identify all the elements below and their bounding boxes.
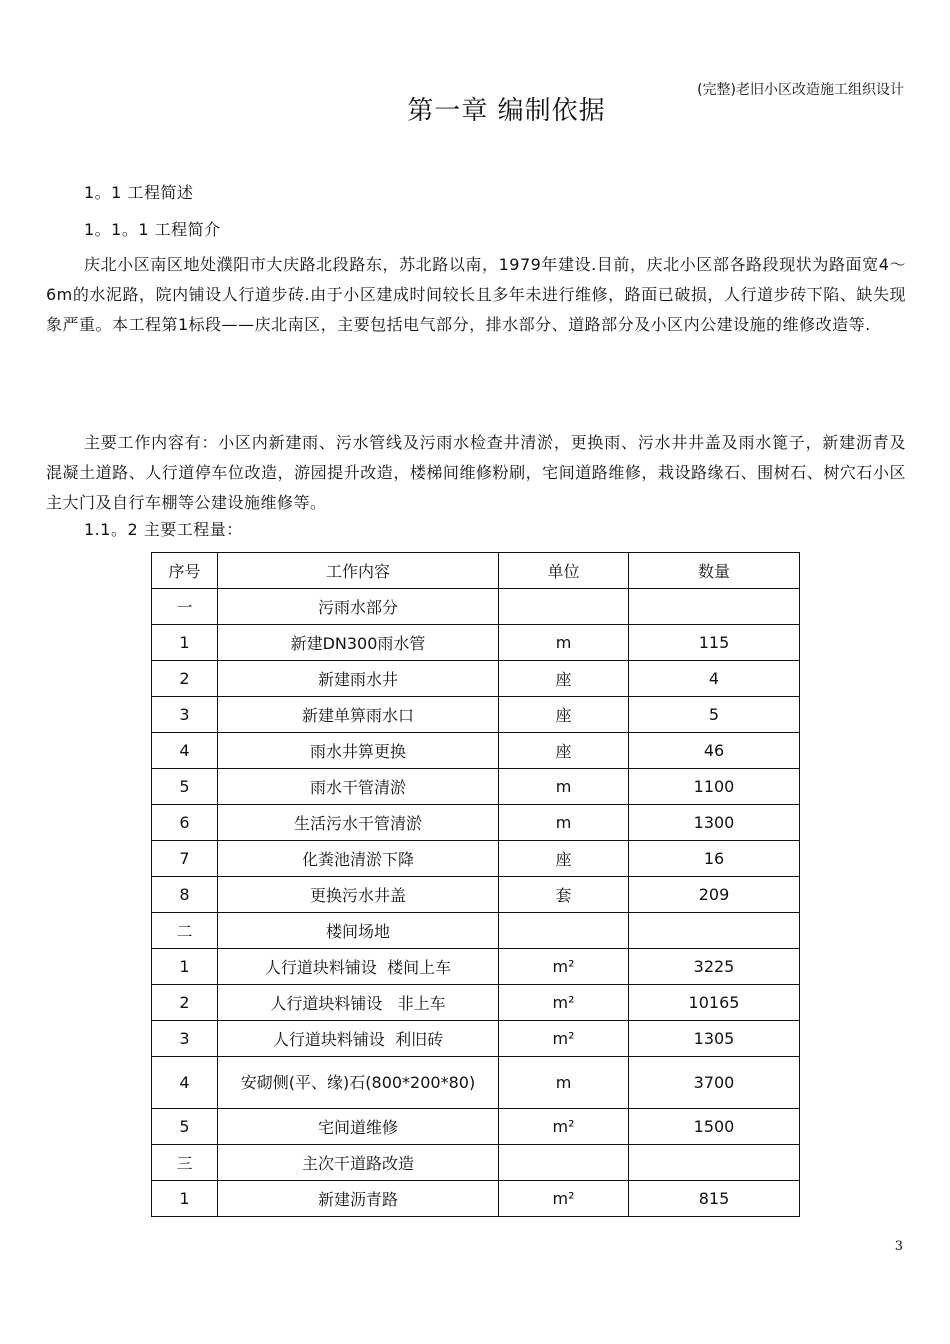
cell-content: 雨水干管清淤: [218, 769, 499, 805]
cell-unit: m: [499, 1057, 629, 1109]
header-cell: 数量: [629, 553, 800, 589]
cell-index: 5: [152, 769, 218, 805]
cell-index: 1: [152, 625, 218, 661]
cell-content: 新建沥青路: [218, 1181, 499, 1217]
cell-content: 楼间场地: [218, 913, 499, 949]
cell-quantity: 1305: [629, 1021, 800, 1057]
cell-index: 三: [152, 1145, 218, 1181]
cell-unit: m²: [499, 1181, 629, 1217]
cell-index: 一: [152, 589, 218, 625]
table-header-row: [152, 553, 800, 589]
table-row: [152, 985, 800, 1021]
table-row: [152, 733, 800, 769]
cell-index: 1: [152, 949, 218, 985]
table-row: [152, 1021, 800, 1057]
table-row: [152, 877, 800, 913]
cell-content: 化粪池清淤下降: [218, 841, 499, 877]
cell-unit: m: [499, 769, 629, 805]
header-note: (完整)老旧小区改造施工组织设计: [697, 82, 904, 98]
table-row: [152, 625, 800, 661]
intro-paragraph: 庆北小区南区地处濮阳市大庆路北段路东，苏北路以南，1979年建设.目前，庆北小区部各路段现状为路面宽4～6m的水泥路，院内铺设人行道步砖.由于小区建成时间较长且多年未进行维修，路面已破损，人行道步砖下陷、缺失现象严重。本工程第1标段——庆北南区，主要包括电气部分，排水部分、道路部分及小区内公建设施的维修改造等.: [46, 255, 906, 334]
cell-index: 4: [152, 733, 218, 769]
section-heading-1-1-1: 1。1。1 工程简介: [84, 220, 221, 239]
cell-content: 新建雨水井: [218, 661, 499, 697]
cell-content: 新建单箅雨水口: [218, 697, 499, 733]
table-row: [152, 589, 800, 625]
cell-content: 污雨水部分: [218, 589, 499, 625]
cell-content: 主次干道路改造: [218, 1145, 499, 1181]
cell-quantity: 10165: [629, 985, 800, 1021]
cell-unit: 座: [499, 841, 629, 877]
cell-index: 4: [152, 1057, 218, 1109]
table-row: [152, 949, 800, 985]
cell-unit: m²: [499, 1021, 629, 1057]
cell-index: 3: [152, 697, 218, 733]
table-row: [152, 1181, 800, 1217]
cell-content: 人行道块料铺设 利旧砖: [218, 1021, 499, 1057]
cell-content: 宅间道维修: [218, 1109, 499, 1145]
table-row: [152, 697, 800, 733]
table-row: [152, 805, 800, 841]
page-number: 3: [894, 1239, 903, 1254]
cell-index: 8: [152, 877, 218, 913]
cell-unit: [499, 1145, 629, 1181]
cell-index: 6: [152, 805, 218, 841]
cell-quantity: 3700: [629, 1057, 800, 1109]
cell-unit: m: [499, 625, 629, 661]
table-row: [152, 841, 800, 877]
cell-unit: 座: [499, 697, 629, 733]
cell-unit: m²: [499, 949, 629, 985]
header-cell: 工作内容: [218, 553, 499, 589]
cell-index: 1: [152, 1181, 218, 1217]
cell-index: 二: [152, 913, 218, 949]
cell-index: 5: [152, 1109, 218, 1145]
cell-content: 雨水井箅更换: [218, 733, 499, 769]
table-row: [152, 769, 800, 805]
cell-content: 人行道块料铺设 非上车: [218, 985, 499, 1021]
chapter-title: 第一章 编制依据: [407, 96, 606, 126]
cell-content: 人行道块料铺设 楼间上车: [218, 949, 499, 985]
cell-index: 7: [152, 841, 218, 877]
cell-unit: m: [499, 805, 629, 841]
cell-content: 新建DN300雨水管: [218, 625, 499, 661]
table-row: [152, 1057, 800, 1109]
cell-quantity: 5: [629, 697, 800, 733]
cell-quantity: 46: [629, 733, 800, 769]
work-content-paragraph: 主要工作内容有：小区内新建雨、污水管线及污雨水检查井清淤，更换雨、污水井井盖及雨水篦子，新建沥青及混凝土道路、人行道停车位改造，游园提升改造，楼梯间维修粉刷，宅间道路维修，栽设路缘石、围树石、树穴石小区主大门及自行车棚等公建设施维修等。: [46, 433, 906, 512]
cell-content: 安砌侧(平、缘)石(800*200*80): [218, 1057, 499, 1109]
cell-quantity: 1500: [629, 1109, 800, 1145]
cell-quantity: 16: [629, 841, 800, 877]
quantities-table: [151, 552, 800, 1217]
header-cell: 序号: [152, 553, 218, 589]
cell-unit: [499, 913, 629, 949]
cell-content: 生活污水干管清淤: [218, 805, 499, 841]
cell-unit: 座: [499, 733, 629, 769]
table-row: [152, 1145, 800, 1181]
cell-quantity: 3225: [629, 949, 800, 985]
cell-content: 更换污水井盖: [218, 877, 499, 913]
table-row: [152, 661, 800, 697]
cell-index: 2: [152, 661, 218, 697]
cell-unit: 座: [499, 661, 629, 697]
cell-quantity: [629, 913, 800, 949]
cell-quantity: [629, 589, 800, 625]
cell-quantity: 4: [629, 661, 800, 697]
cell-quantity: 1100: [629, 769, 800, 805]
cell-unit: m²: [499, 1109, 629, 1145]
cell-quantity: 115: [629, 625, 800, 661]
cell-quantity: 815: [629, 1181, 800, 1217]
cell-quantity: 209: [629, 877, 800, 913]
cell-unit: m²: [499, 985, 629, 1021]
cell-index: 2: [152, 985, 218, 1021]
cell-index: 3: [152, 1021, 218, 1057]
section-heading-1-1: 1。1 工程简述: [84, 183, 194, 202]
header-cell: 单位: [499, 553, 629, 589]
cell-unit: 套: [499, 877, 629, 913]
cell-unit: [499, 589, 629, 625]
table-row: [152, 913, 800, 949]
cell-quantity: [629, 1145, 800, 1181]
section-heading-1-1-2: 1.1。2 主要工程量：: [84, 520, 243, 539]
cell-quantity: 1300: [629, 805, 800, 841]
table-row: [152, 1109, 800, 1145]
